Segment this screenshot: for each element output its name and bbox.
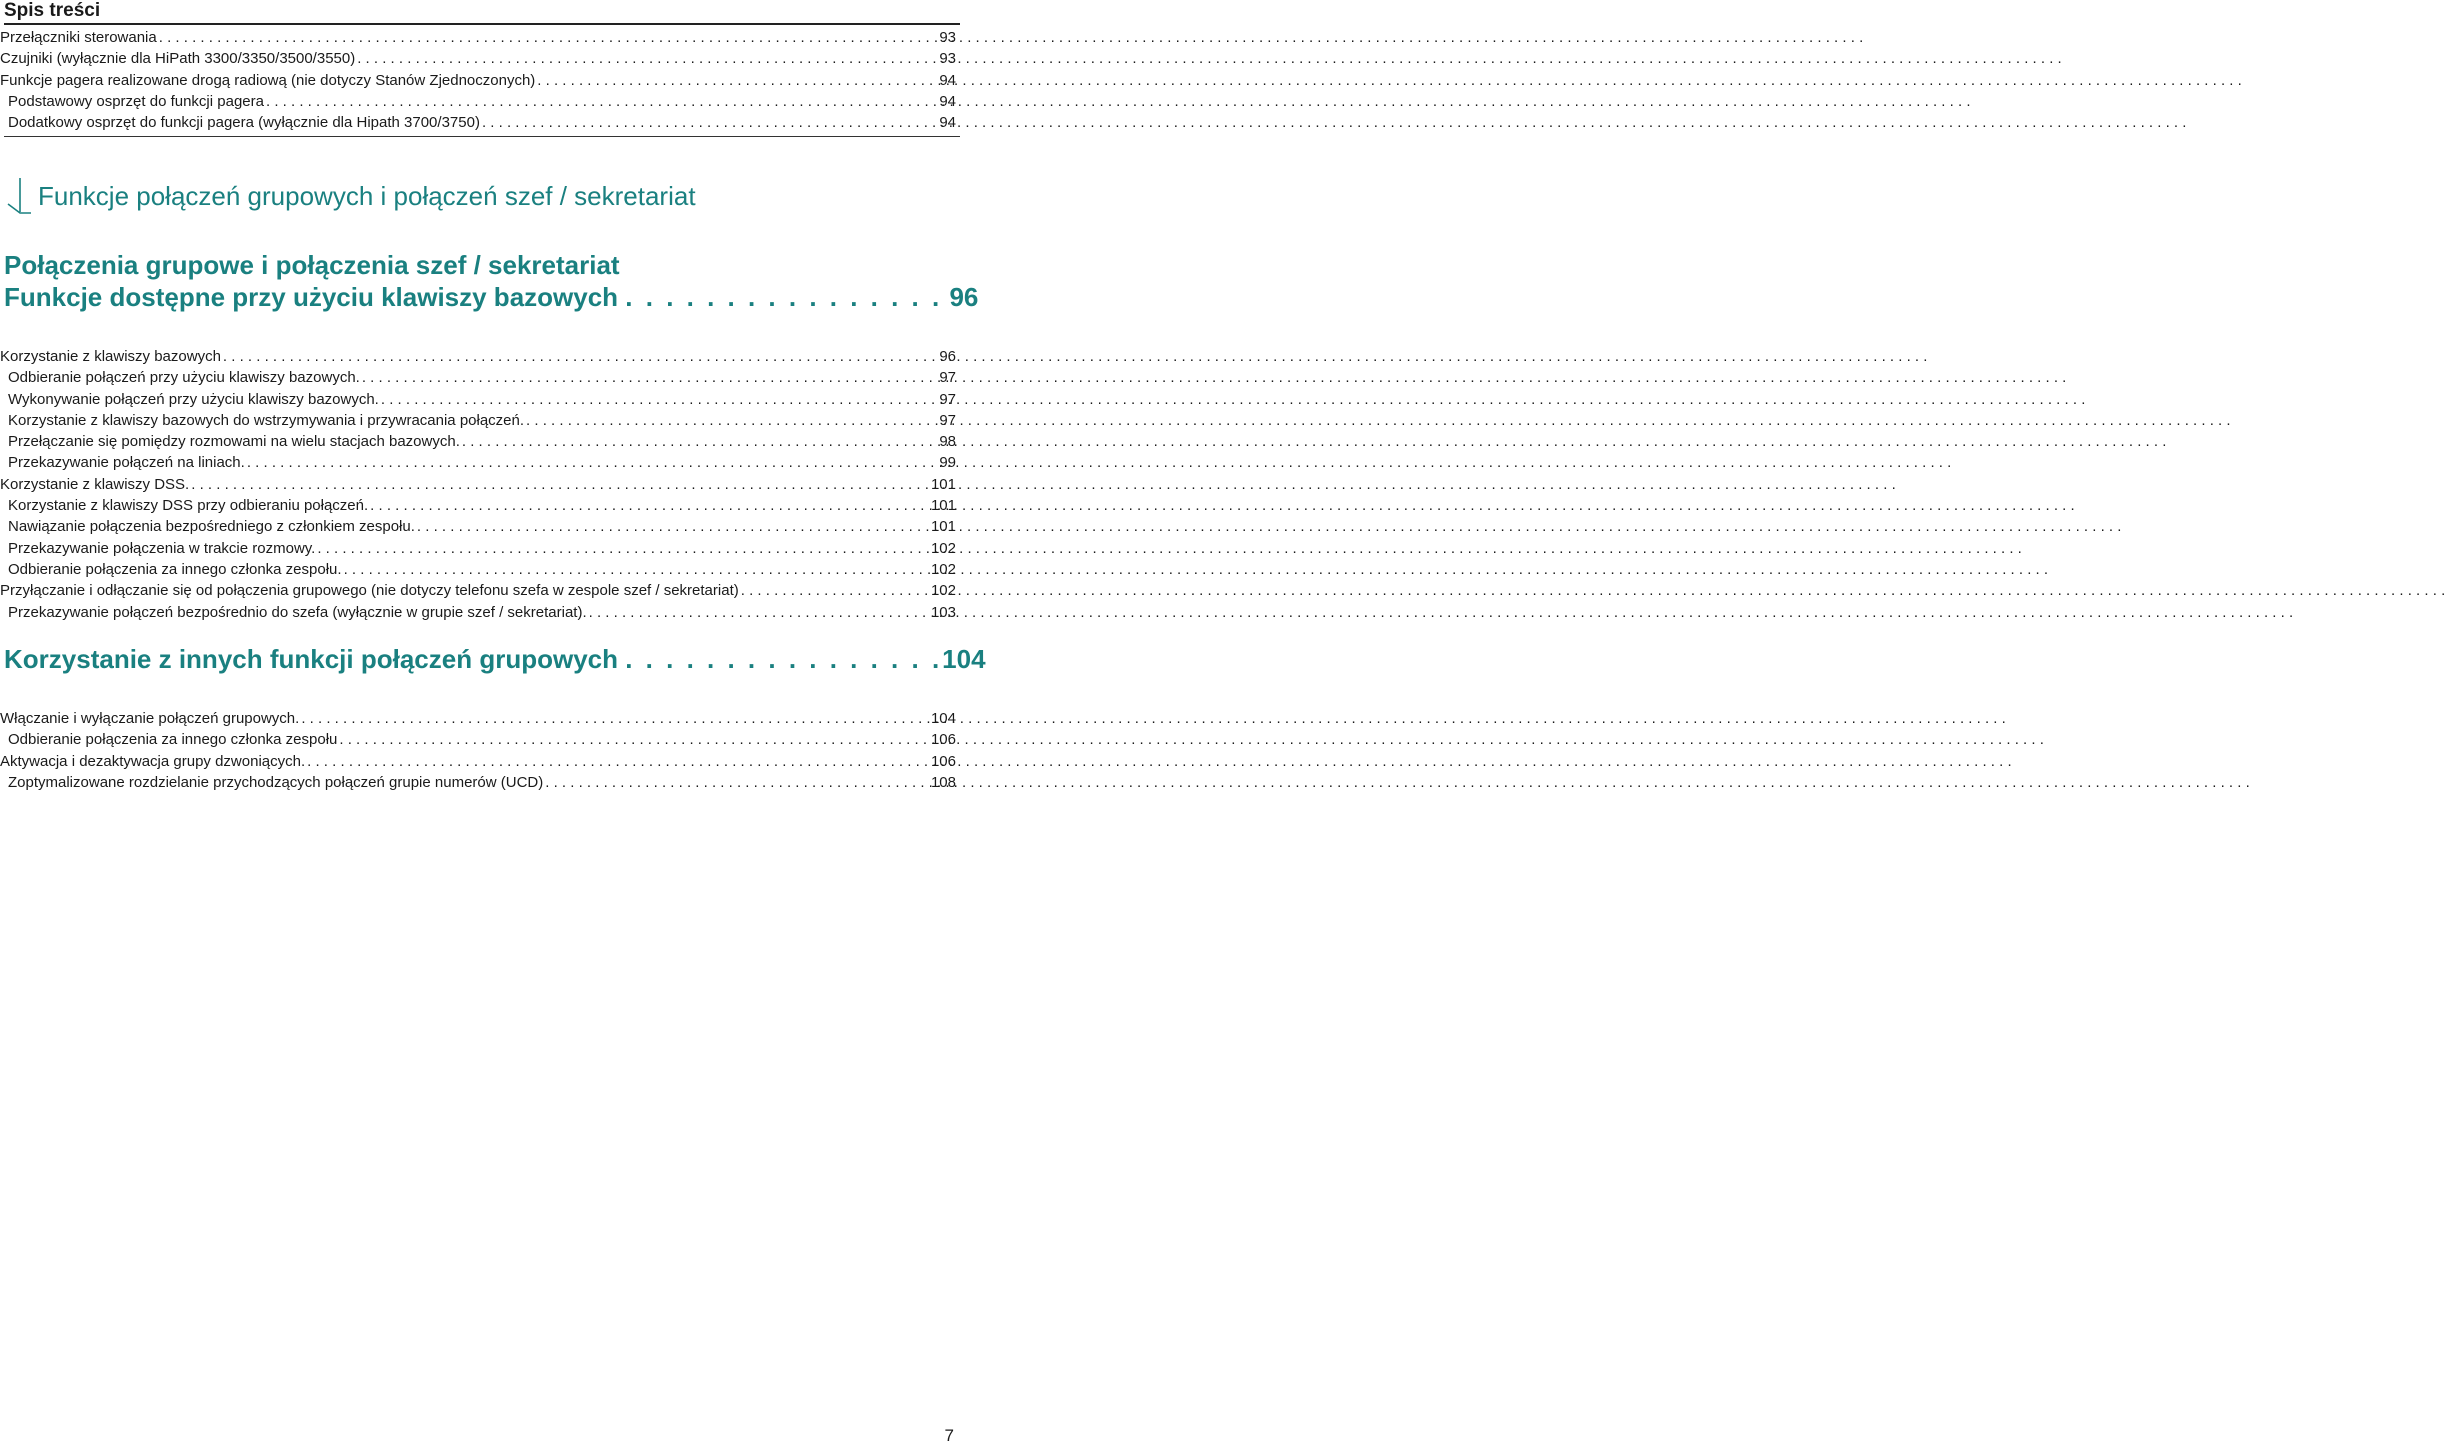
toc-entry-page: 102: [930, 539, 956, 557]
toc-entry-page: 104: [930, 710, 956, 727]
section-subtitle-text: Funkcje dostępne przy użyciu klawiszy bazowych: [4, 282, 619, 312]
toc-entry[interactable]: [0, 751, 956, 772]
toc-entry[interactable]: [0, 580, 956, 601]
toc-entry-text: Dodatkowy osprzęt do funkcji pagera (wyłącznie dla Hipath 3700/3750): [8, 114, 480, 132]
chapter-title: Funkcje połączeń grupowych i połączeń szef / sekretariat: [38, 181, 696, 211]
toc-entry-page: 98: [939, 433, 956, 451]
toc-entry-page: 101: [930, 497, 956, 515]
toc-entry[interactable]: [0, 112, 956, 133]
toc-entry[interactable]: [0, 559, 956, 580]
toc-entry[interactable]: [0, 431, 956, 452]
toc-entry-page: 93: [939, 50, 956, 68]
toc-entry-text: Przełączanie się pomiędzy rozmowami na wielu stacjach bazowych.: [8, 433, 460, 451]
section-divider: [4, 136, 960, 137]
toc-entry-text: Czujniki (wyłącznie dla HiPath 3300/3350/3500/3550): [0, 50, 356, 68]
section-title-dots: . . . . . . . . . . . . . . . .: [625, 644, 943, 674]
toc-entry-page: 102: [930, 582, 956, 600]
down-arrow-icon: [4, 176, 32, 216]
section-subtitle-page: 96: [949, 282, 979, 312]
toc-entry-page: 94: [939, 114, 956, 132]
toc-entry[interactable]: [0, 772, 956, 793]
toc-entry[interactable]: [0, 516, 956, 537]
toc-entry-text: Przekazywanie połączenia w trakcie rozmowy.: [8, 539, 316, 557]
toc-entry[interactable]: [0, 538, 956, 559]
toc-entry-page: 106: [930, 731, 956, 749]
section2-toc-list: [0, 708, 956, 793]
toc-entry-text: Korzystanie z klawiszy bazowych: [0, 348, 221, 365]
toc-entry-page: 101: [930, 475, 956, 493]
section-title: Połączenia grupowe i połączenia szef / sekretariat: [4, 250, 620, 280]
section-title-page: 104: [942, 644, 986, 674]
toc-entry-text: Odbieranie połączenia za innego członka zespołu: [8, 731, 338, 749]
toc-entry[interactable]: [0, 410, 956, 431]
section-subtitle[interactable]: [4, 281, 979, 313]
toc-entry[interactable]: [0, 48, 956, 69]
toc-entry[interactable]: [0, 708, 956, 729]
toc-entry[interactable]: [0, 474, 956, 495]
toc-entry-page: 99: [939, 454, 956, 472]
toc-entry-page: 94: [939, 71, 956, 89]
toc-entry-page: 102: [930, 560, 956, 578]
toc-entry[interactable]: [0, 346, 956, 367]
toc-entry[interactable]: [0, 70, 956, 91]
toc-entry-page: 108: [930, 773, 956, 791]
toc-entry-page: 94: [939, 92, 956, 110]
chapter-header: [4, 176, 904, 216]
toc-entry-text: Odbieranie połączenia za innego członka zespołu.: [8, 560, 342, 578]
toc-entry-page: 93: [939, 29, 956, 46]
toc-entry[interactable]: [0, 602, 956, 623]
toc-entry-text: Przełączniki sterowania: [0, 29, 157, 46]
toc-entry-text: Przekazywanie połączeń bezpośrednio do szefa (wyłącznie w grupie szef / sekretariat).: [8, 603, 587, 621]
toc-entry[interactable]: [0, 729, 956, 750]
page-title: Spis treści: [4, 0, 960, 25]
toc-entry-text: Przekazywanie połączeń na liniach.: [8, 454, 245, 472]
toc-entry-text: Korzystanie z klawiszy DSS przy odbieraniu połączeń.: [8, 497, 369, 515]
page-number: 7: [944, 1426, 954, 1445]
toc-entry-text: Odbieranie połączeń przy użyciu klawiszy bazowych.: [8, 369, 360, 387]
section-title-text: Korzystanie z innych funkcji połączeń grupowych: [4, 644, 618, 674]
toc-entry[interactable]: [0, 389, 956, 410]
toc-entry-page: 97: [939, 369, 956, 387]
toc-entry-text: Aktywacja i dezaktywacja grupy dzwoniących.: [0, 752, 306, 770]
toc-entry-text: Funkcje pagera realizowane drogą radiową (nie dotyczy Stanów Zjednoczonych): [0, 71, 536, 89]
toc-entry[interactable]: [0, 27, 956, 48]
section1-toc-list: [0, 346, 956, 623]
toc-entry-page: 96: [939, 348, 956, 365]
toc-entry-text: Korzystanie z klawiszy DSS.: [0, 475, 190, 493]
toc-entry-page: 106: [930, 752, 956, 770]
toc-entry-text: Nawiązanie połączenia bezpośredniego z członkiem zespołu.: [8, 518, 415, 536]
toc-entry-text: Zoptymalizowane rozdzielanie przychodzących połączeń grupie numerów (UCD): [8, 773, 544, 791]
top-toc-list: [0, 27, 956, 133]
toc-entry-text: Wykonywanie połączeń przy użyciu klawiszy bazowych.: [8, 390, 379, 408]
section-subtitle-dots: . . . . . . . . . . . . . . . .: [625, 282, 943, 312]
section-title[interactable]: [4, 643, 986, 675]
toc-entry-page: 97: [939, 411, 956, 429]
toc-entry-text: Korzystanie z klawiszy bazowych do wstrzymywania i przywracania połączeń.: [8, 411, 525, 429]
toc-entry-text: Włączanie i wyłączanie połączeń grupowych.: [0, 710, 300, 727]
toc-entry-page: 101: [930, 518, 956, 536]
toc-entry-page: 97: [939, 390, 956, 408]
toc-entry[interactable]: [0, 495, 956, 516]
toc-entry-text: Przyłączanie i odłączanie się od połączenia grupowego (nie dotyczy telefonu szefa w zespole szef / sekretariat): [0, 582, 739, 600]
toc-entry-page: 103: [930, 603, 956, 621]
toc-entry[interactable]: [0, 91, 956, 112]
toc-entry-text: Podstawowy osprzęt do funkcji pagera: [8, 92, 264, 110]
toc-entry[interactable]: [0, 452, 956, 473]
toc-entry[interactable]: [0, 367, 956, 388]
